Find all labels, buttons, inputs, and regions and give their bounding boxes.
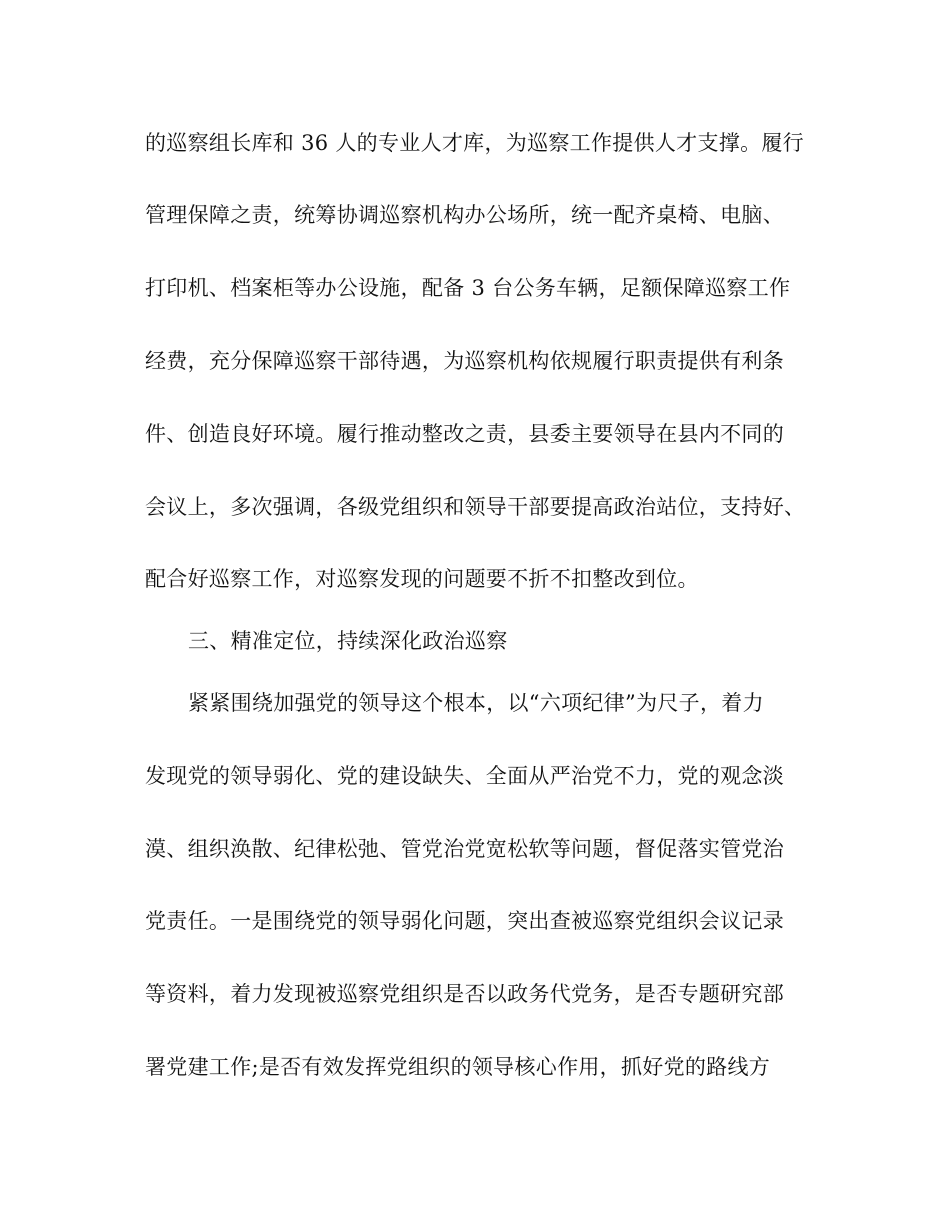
body-text-line: 等资料，着力发现被巡察党组织是否以政务代党务，是否专题研究部: [145, 982, 784, 1006]
paragraph-first-line: 紧紧围绕加强党的领导这个根本，以“六项纪律”为尺子，着力: [188, 691, 764, 715]
section-heading: 三、精准定位，持续深化政治巡察: [188, 629, 508, 653]
body-text-line: 署党建工作;是否有效发挥党组织的领导核心作用，抓好党的路线方: [145, 1055, 771, 1079]
body-text-line: 管理保障之责，统筹协调巡察机构办公场所，统一配齐桌椅、电脑、: [145, 203, 784, 227]
body-text-line: 的巡察组长库和 36 人的专业人才库，为巡察工作提供人才支撑。履行: [145, 131, 804, 155]
body-text-line: 党责任。一是围绕党的领导弱化问题，突出查被巡察党组织会议记录: [145, 909, 784, 933]
body-text-line: 打印机、档案柜等办公设施，配备 3 台公务车辆，足额保障巡察工作: [145, 276, 791, 300]
body-text-line: 会议上，多次强调，各级党组织和领导干部要提高政治站位，支持好、: [145, 495, 806, 519]
body-text-line: 经费，充分保障巡察干部待遇，为巡察机构依规履行职责提供有利条: [145, 349, 784, 373]
body-text-line: 发现党的领导弱化、党的建设缺失、全面从严治党不力，党的观念淡: [145, 764, 784, 788]
body-text-line: 配合好巡察工作，对巡察发现的问题要不折不扣整改到位。: [145, 567, 699, 591]
body-text-line: 件、创造良好环境。履行推动整改之责，县委主要领导在县内不同的: [145, 422, 784, 446]
body-text-line: 漠、组织涣散、纪律松弛、管党治党宽松软等问题，督促落实管党治: [145, 837, 784, 861]
